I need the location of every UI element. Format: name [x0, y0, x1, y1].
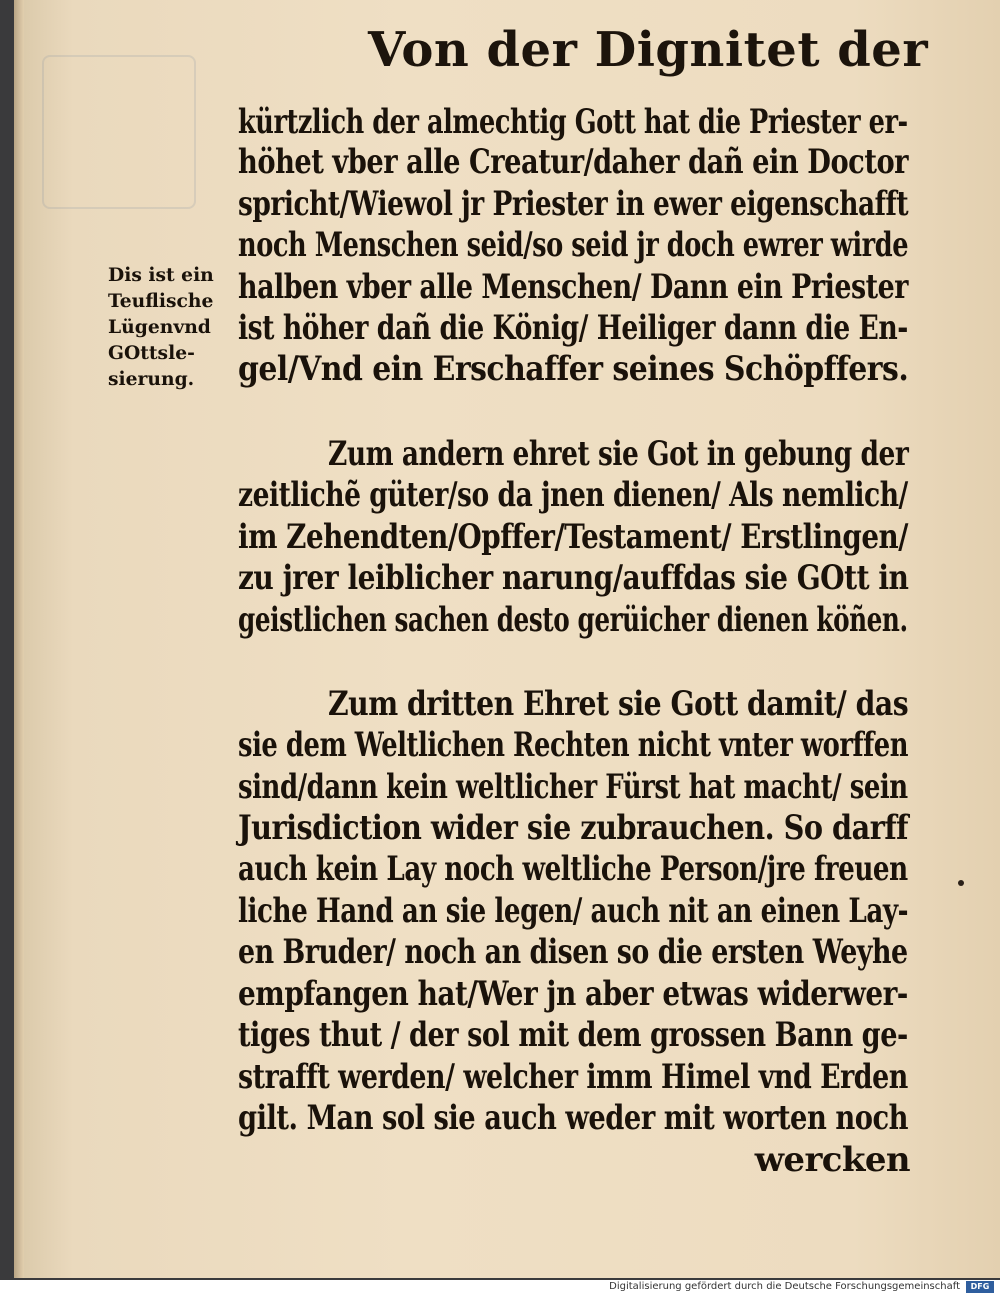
text-line: geistlichen sachen desto gerüicher dienen köñen. [238, 600, 908, 640]
text-line: spricht/Wiewol jr Priester in ewer eigenschafft [238, 184, 909, 224]
text-line: ist höher dañ die König/ Heiliger dann die En- [238, 308, 908, 348]
margin-note-line: sierung. [108, 368, 195, 390]
text-line: halben vber alle Menschen/ Dann ein Priester [238, 267, 908, 307]
margin-note-line: GOttsle- [108, 342, 195, 364]
text-line: zeitlichẽ güter/so da jnen dienen/ Als nemlich/ [238, 475, 908, 515]
margin-note-line: Dis ist ein [108, 264, 214, 286]
ink-speck [958, 880, 964, 886]
text-line: kürtzlich der almechtig Gott hat die Priester er- [238, 102, 908, 142]
text-line: noch Menschen seid/so seid jr doch ewrer wirde [238, 225, 909, 265]
text-line: tiges thut / der sol mit dem grossen Bann ge- [238, 1015, 908, 1055]
text-line: en Bruder/ noch an disen so die ersten Weyhe [238, 932, 908, 972]
catchword: wercken [754, 1140, 910, 1180]
show-through-stamp [42, 55, 196, 209]
margin-note [108, 262, 238, 392]
text-line: Zum andern ehret sie Got in gebung der [328, 434, 909, 474]
text-line: sie dem Weltlichen Rechten nicht vnter worffen [238, 725, 909, 765]
margin-note-line: Teuflische [108, 290, 214, 312]
text-line: Jurisdiction wider sie zubrauchen. So darff [238, 808, 909, 848]
text-line: im Zehendten/Opffer/Testament/ Erstlingen/ [238, 517, 908, 557]
text-line: zu jrer leiblicher narung/auffdas sie GOtt in [238, 558, 909, 598]
text-line: gilt. Man sol sie auch weder mit worten noch [238, 1098, 908, 1138]
text-line: liche Hand an sie legen/ auch nit an einen Lay- [238, 891, 909, 931]
text-line: Zum dritten Ehret sie Gott damit/ das [328, 684, 909, 724]
text-line: auch kein Lay noch weltliche Person/jre freuen [238, 849, 908, 889]
text-line: gel/Vnd ein Erschaffer seines Schöpffers. [238, 349, 909, 389]
text-line: strafft werden/ welcher imm Himel vnd Erden [238, 1057, 908, 1097]
text-line: sind/dann kein weltlicher Fürst hat macht/ sein [238, 767, 908, 807]
text-line: höhet vber alle Creatur/daher dañ ein Doctor [238, 142, 909, 182]
footer-bar [0, 1280, 1000, 1295]
text-line: empfangen hat/Wer jn aber etwas widerwer- [238, 974, 908, 1014]
footer-credit: Digitalisierung gefördert durch die Deutsche Forschungsgemeinschaft [609, 1281, 960, 1292]
dfg-logo: DFG [966, 1281, 994, 1293]
running-head: Von der Dignitet der [368, 22, 929, 78]
page-gutter-edge [14, 0, 24, 1278]
margin-note-line: Lügenvnd [108, 316, 211, 338]
